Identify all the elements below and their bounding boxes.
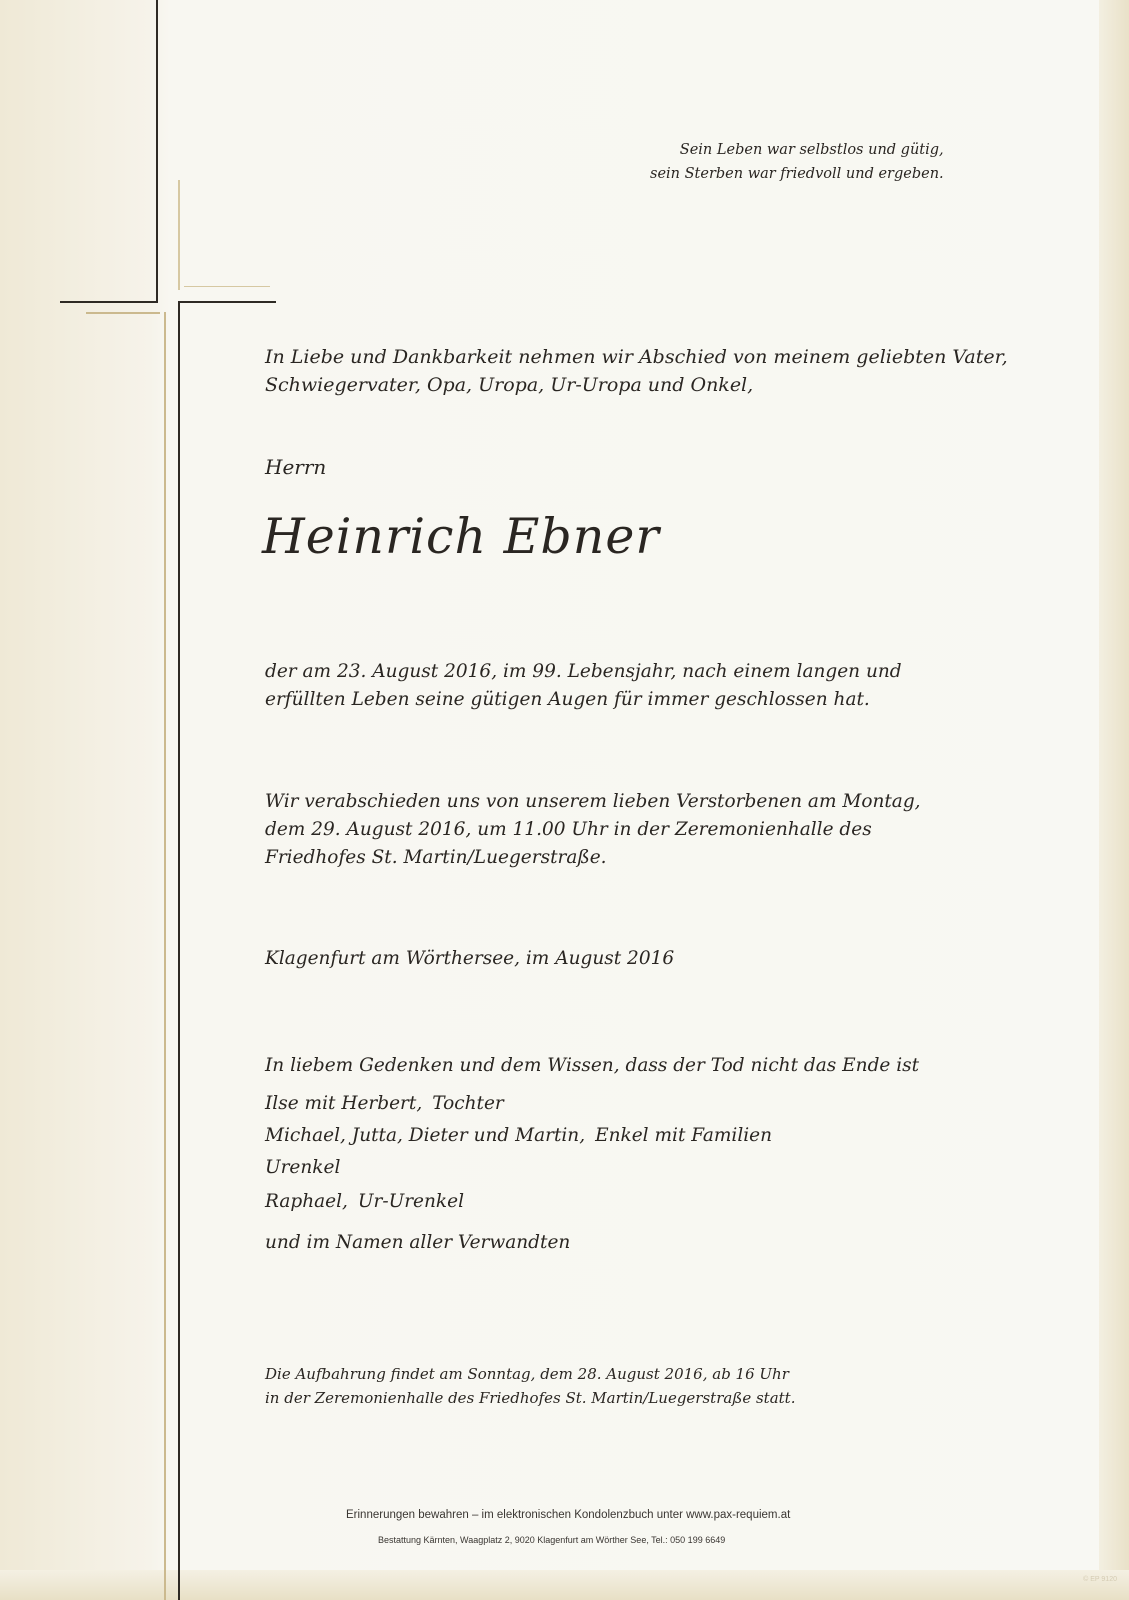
mourner-entry	[265, 1125, 772, 1146]
farewell-line: dem 29. August 2016, um 11.00 Uhr in der Zeremonienhalle des	[265, 819, 872, 840]
template-code: © EP 9120	[1083, 1576, 1117, 1583]
mourner-names: und im Namen aller Verwandten	[265, 1232, 571, 1253]
deceased-name: Heinrich Ebner	[262, 508, 660, 565]
mourner-role: Ur-Urenkel	[357, 1191, 464, 1212]
farewell-line: Wir verabschieden uns von unserem lieben Verstorbenen am Montag,	[265, 791, 921, 812]
place-date: Klagenfurt am Wörthersee, im August 2016	[265, 948, 675, 969]
mourner-names: Ilse mit Herbert,	[265, 1093, 423, 1114]
condolence-book-note: Erinnerungen bewahren – im elektronischen Kondolenzbuch unter www.pax-requiem.at	[346, 1509, 791, 1521]
mourner-names: Raphael,	[265, 1191, 348, 1212]
motto-line: sein Sterben war friedvoll und ergeben.	[650, 166, 944, 182]
intro-line: Schwiegervater, Opa, Uropa, Ur-Uropa und Onkel,	[265, 374, 754, 396]
cross-horizontal-gold-left	[86, 312, 160, 314]
wake-line: Die Aufbahrung findet am Sonntag, dem 28. August 2016, ab 16 Uhr	[265, 1365, 789, 1383]
mourner-entry	[265, 1191, 464, 1212]
farewell-line: Friedhofes St. Martin/Luegerstraße.	[265, 847, 607, 868]
mourner-entry	[265, 1232, 570, 1253]
intro-line: In Liebe und Dankbarkeit nehmen wir Abschied von meinem geliebten Vater,	[265, 346, 1008, 368]
mourner-entry	[265, 1093, 504, 1114]
cross-vertical-gold-line	[164, 312, 166, 1600]
cross-vertical-dark-lower	[178, 301, 180, 1600]
motto	[650, 138, 944, 186]
mourner-entry	[265, 1157, 340, 1178]
salutation: Herrn	[265, 455, 327, 479]
cross-vertical-gold-top	[178, 180, 180, 290]
death-notice	[265, 658, 902, 714]
cross-horizontal-dark-left	[60, 301, 158, 303]
frame-bottom-border	[0, 1570, 1129, 1600]
frame-right-border	[1099, 0, 1129, 1600]
cross-horizontal-dark-right	[178, 301, 276, 303]
cross-horizontal-gold-right	[184, 286, 270, 287]
memory-line: In liebem Gedenken und dem Wissen, dass der Tod nicht das Ende ist	[265, 1055, 920, 1076]
mourner-role: Enkel mit Familien	[595, 1125, 773, 1146]
mourner-names: Michael, Jutta, Dieter und Martin,	[265, 1125, 586, 1146]
motto-line: Sein Leben war selbstlos und gütig,	[679, 142, 944, 158]
funeral-home-address: Bestattung Kärnten, Waagplatz 2, 9020 Klagenfurt am Wörther See, Tel.: 050 199 6649	[378, 1535, 726, 1545]
death-notice-line: der am 23. August 2016, im 99. Lebensjahr, nach einem langen und	[265, 661, 902, 682]
wake-notice	[265, 1362, 795, 1410]
mourner-names: Urenkel	[265, 1157, 341, 1178]
death-notice-line: erfüllten Leben seine gütigen Augen für immer geschlossen hat.	[265, 689, 870, 710]
wake-line: in der Zeremonienhalle des Friedhofes St. Martin/Luegerstraße statt.	[265, 1389, 796, 1407]
intro-text	[265, 343, 1008, 399]
cross-vertical-dark-line	[156, 0, 158, 302]
mourner-role: Tochter	[432, 1093, 504, 1114]
farewell-notice	[265, 788, 921, 872]
